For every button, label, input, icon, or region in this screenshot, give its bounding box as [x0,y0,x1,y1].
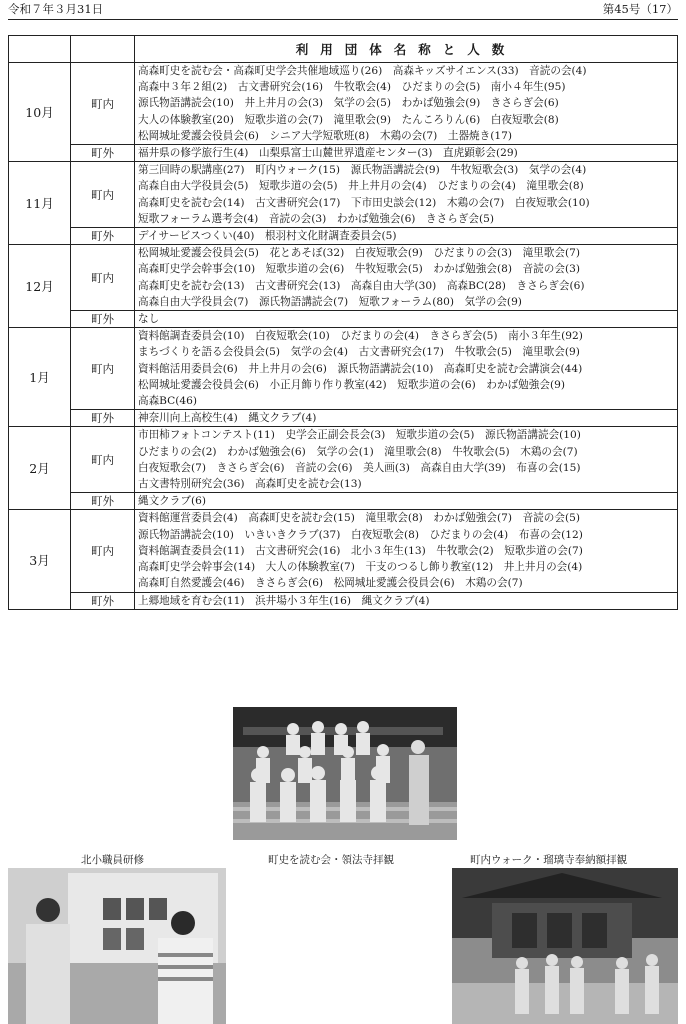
outside-town-label: 町外 [71,145,135,162]
table-row [9,493,678,510]
inside-town-label: 町内 [71,427,135,493]
table-row [9,592,678,609]
photo-town-walk [452,868,678,1024]
table-row [9,228,678,245]
caption-town-walk-ruriji: 町内ウォーク・瑠璃寺奉納額拝観 [470,854,628,866]
group-line: 神奈川向上高校生(4) 縄文クラブ(4) [138,412,317,425]
group-line: 資料館調査委員会(10) 白夜短歌会(10) ひだまりの会(4) きさらぎ会(5) 南小３年生(92) [138,330,583,343]
caption-kitasho-training: 北小職員研修 [81,854,144,866]
outside-town-label: 町外 [71,493,135,510]
outside-town-label: 町外 [71,592,135,609]
table-row [9,162,678,228]
group-line: ひだまりの会(2) わかば勉強会(6) 気学の会(1) 滝里歌会(8) 牛牧歌会(5) 木鶏の会(7) [138,445,578,458]
photo-staff-training [8,868,226,1024]
month-cell: 10月 [9,63,71,162]
outside-town-label: 町外 [71,410,135,427]
group-line: 資料館活用委員会(6) 井上井月の会(6) 源氏物語講読会(10) 高森町史を読む会講演会(44) [138,362,583,375]
table-row [9,328,678,410]
group-line: 高森中３年２組(2) 古文書研究会(16) 牛牧歌会(4) ひだまりの会(5) 南小４年生(95) [138,81,566,94]
group-line: まちづくりを語る会役員会(5) 気学の会(4) 古文書研究会(17) 牛牧歌会(5) 滝里歌会(9) [138,346,580,359]
group-line: 高森BC(46) [138,395,198,408]
issue-number: 第45号（17） [602,2,678,16]
inside-town-label: 町内 [71,162,135,228]
group-line: 白夜短歌会(7) きさらぎ会(6) 音読の会(6) 美人画(3) 高森自由大学(39) 布喜の会(15) [138,461,581,474]
outside-town-groups [135,493,678,510]
group-line: 松岡城址愛護会役員会(6) シニア大学短歌班(8) 木鶏の会(7) 土器焼き(17) [138,129,512,142]
group-line: 資料館運営委員会(4) 高森町史を読む会(15) 滝里歌会(8) わかば勉強会(7) 音読の会(5) [138,512,580,525]
outside-town-groups [135,410,678,427]
table-header-row [9,36,678,63]
group-line: 高森町自然愛護会(46) きさらぎ会(6) 松岡城址愛護会役員会(6) 木鶏の会(7) [138,577,523,590]
group-line: 松岡城址愛護会役員会(6) 小正月飾り作り教室(42) 短歌歩道の会(6) わかば勉強会(9) [138,378,565,391]
outside-town-groups [135,592,678,609]
group-line: 高森町史を読む会(14) 古文書研究会(17) 下市田史談会(12) 木鶏の会(7) 白夜短歌会(10) [138,196,590,209]
table-row [9,63,678,145]
table-row [9,311,678,328]
table-row [9,410,678,427]
outside-town-groups [135,311,678,328]
month-cell: 2月 [9,427,71,510]
group-line: 短歌フォーラム選考会(4) 音読の会(3) わかば勉強会(6) きさらぎ会(5) [138,212,495,225]
group-line: 古文書特別研究会(36) 高森町史を読む会(13) [138,478,362,491]
outside-town-groups [135,228,678,245]
month-cell: 1月 [9,328,71,427]
inside-town-groups [135,245,678,311]
group-line: 高森町史学会幹事会(14) 大人の体験教室(7) 干支のつるし飾り教室(12) 井上井月の会(4) [138,561,583,574]
month-cell: 12月 [9,245,71,328]
outside-town-label: 町外 [71,311,135,328]
group-line: 縄文クラブ(6) [138,495,206,508]
inside-town-label: 町内 [71,63,135,145]
issue-date: 令和７年３月31日 [8,2,104,16]
outside-town-groups [135,145,678,162]
table-row [9,245,678,311]
inside-town-groups [135,63,678,145]
group-line: 上郷地域を育む会(11) 浜井場小３年生(16) 縄文クラブ(4) [138,594,430,607]
group-line: なし [138,313,160,326]
inside-town-label: 町内 [71,245,135,311]
group-line: 高森町史を読む会・高森町史学会共催地域巡り(26) 高森キッズサイエンス(33) 音読の会(4) [138,65,587,77]
group-line: 高森自由大学役員会(5) 短歌歩道の会(5) 井上井月の会(4) ひだまりの会(4) 滝里歌会(8) [138,180,584,193]
group-line: 大人の体験教室(20) 短歌歩道の会(7) 滝里歌会(9) たんころりん(6) 白夜短歌会(8) [138,113,559,126]
month-cell: 3月 [9,510,71,609]
group-line: 高森町史を読む会(13) 古文書研究会(13) 高森自由大学(30) 高森BC(28) きさらぎ会(6) [138,279,585,292]
group-line: 高森自由大学役員会(7) 源氏物語講読会(7) 短歌フォーラム(80) 気学の会(9) [138,295,522,308]
group-line: 資料館調査委員会(11) 古文書研究会(16) 北小３年生(13) 牛牧歌会(2) 短歌歩道の会(7) [138,544,583,557]
photo-group-temple [233,707,457,840]
group-line: 高森町史学会幹事会(10) 短歌歩道の会(6) 牛牧短歌会(5) わかば勉強会(8) 音読の会(3) [138,263,580,276]
group-line: 源氏物語講読会(10) いきいきクラブ(37) 白夜短歌会(8) ひだまりの会(4) 布喜の会(12) [138,528,583,541]
table-row [9,427,678,493]
month-cell: 11月 [9,162,71,245]
inside-town-label: 町内 [71,510,135,592]
table-title: 利用団体名称と人数 [135,36,678,63]
group-line: 市田柿フォトコンテスト(11) 史学会正副会長会(3) 短歌歩道の会(5) 源氏物語講読会(10) [138,429,581,442]
inside-town-label: 町内 [71,328,135,410]
outside-town-label: 町外 [71,228,135,245]
group-line: 源氏物語講読会(10) 井上井月の会(3) 気学の会(5) わかば勉強会(9) きさらぎ会(6) [138,97,559,110]
usage-table [8,35,678,610]
table-row [9,145,678,162]
inside-town-groups [135,162,678,228]
group-line: 松岡城址愛護会役員会(5) 花とあそぼ(32) 白夜短歌会(9) ひだまりの会(3) 滝里歌会(7) [138,247,580,260]
inside-town-groups [135,427,678,493]
group-line: デイサービスつくい(40) 根羽村文化財調査委員会(5) [138,230,397,243]
group-line: 第三回時の駅講座(27) 町内ウォーク(15) 源氏物語講読会(9) 牛牧短歌会(3) 気学の会(4) [138,164,587,177]
group-line: 福井県の修学旅行生(4) 山梨県富士山麓世界遺産センター(3) 直虎顕彰会(29) [138,147,518,160]
inside-town-groups [135,328,678,410]
table-row [9,510,678,592]
page-header [8,0,678,20]
inside-town-groups [135,510,678,592]
caption-town-history-temple: 町史を読む会・領法寺拝観 [268,854,394,866]
